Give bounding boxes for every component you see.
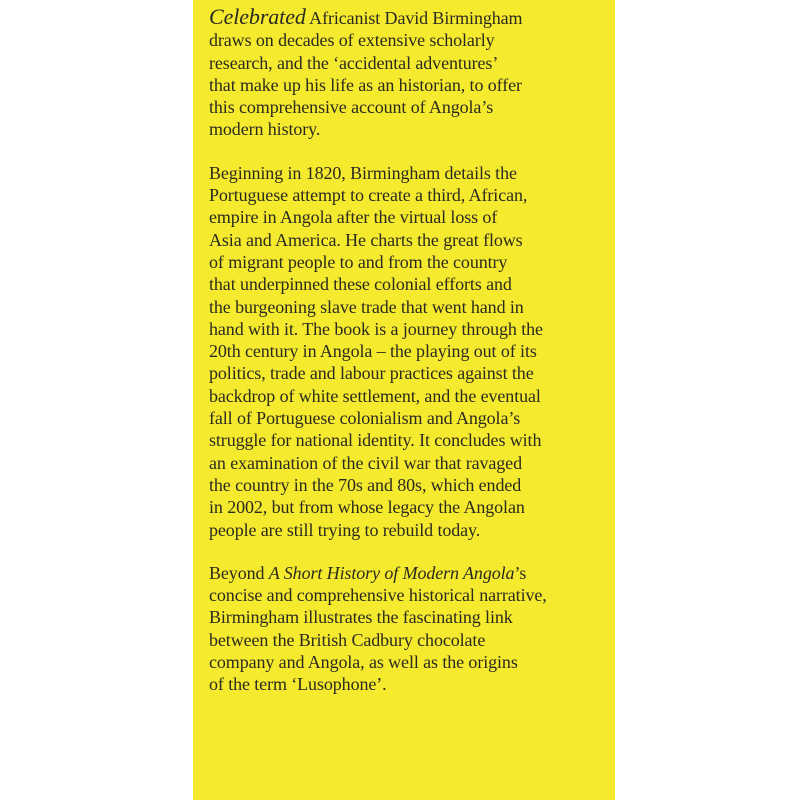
blurb-line: the burgeoning slave trade that went hand in [209,296,524,317]
line-text: ’s [514,562,527,583]
book-title: A Short History of Modern Angola [268,562,515,583]
blurb-line: hand with it. The book is a journey through the [209,318,543,339]
blurb-line: 20th century in Angola – the playing out of its [209,341,537,362]
blurb-line: Asia and America. He charts the great flows [209,229,523,250]
blurb-line: concise and comprehensive historical narrative, [209,585,547,606]
blurb-line: an examination of the civil war that ravaged [209,452,522,473]
blurb-paragraph-3 [209,562,615,696]
blurb-line: company and Angola, as well as the origins [209,652,518,673]
back-cover-blurb-panel [193,0,615,800]
blurb-line: this comprehensive account of Angola’s [209,97,494,118]
blurb-line: Birmingham illustrates the fascinating link [209,607,513,628]
blurb-line: the country in the 70s and 80s, which ended [209,474,522,495]
blurb-line: modern history. [209,119,321,140]
blurb-line: fall of Portuguese colonialism and Angola’s [209,408,521,429]
blurb-line: of the term ‘Lusophone’. [209,674,387,695]
blurb-line [209,562,615,584]
blurb-line: between the British Cadbury chocolate [209,629,486,650]
blurb-line: politics, trade and labour practices against the [209,363,534,384]
blurb-line: draws on decades of extensive scholarly [209,30,495,51]
blurb-paragraph-2 [209,162,615,541]
blurb-paragraph-1 [209,6,615,141]
blurb-line: struggle for national identity. It concludes with [209,430,542,451]
blurb-line: in 2002, but from whose legacy the Angolan [209,497,525,518]
blurb-line: Beginning in 1820, Birmingham details the [209,162,517,183]
blurb-line: that make up his life as an historian, to offer [209,74,522,95]
blurb-line [209,6,615,29]
blurb-line: empire in Angola after the virtual loss of [209,207,498,228]
blurb-line: backdrop of white settlement, and the eventual [209,385,541,406]
blurb-line: people are still trying to rebuild today. [209,519,481,540]
blurb-line: research, and the ‘accidental adventures’ [209,52,499,73]
blurb-line: of migrant people to and from the country [209,251,508,272]
lead-word: Celebrated [209,4,306,29]
line-text: Africanist David Birmingham [305,8,523,28]
line-text: Beyond [209,562,269,583]
blurb-line: Portuguese attempt to create a third, African, [209,185,528,206]
blurb-line: that underpinned these colonial efforts and [209,274,512,295]
